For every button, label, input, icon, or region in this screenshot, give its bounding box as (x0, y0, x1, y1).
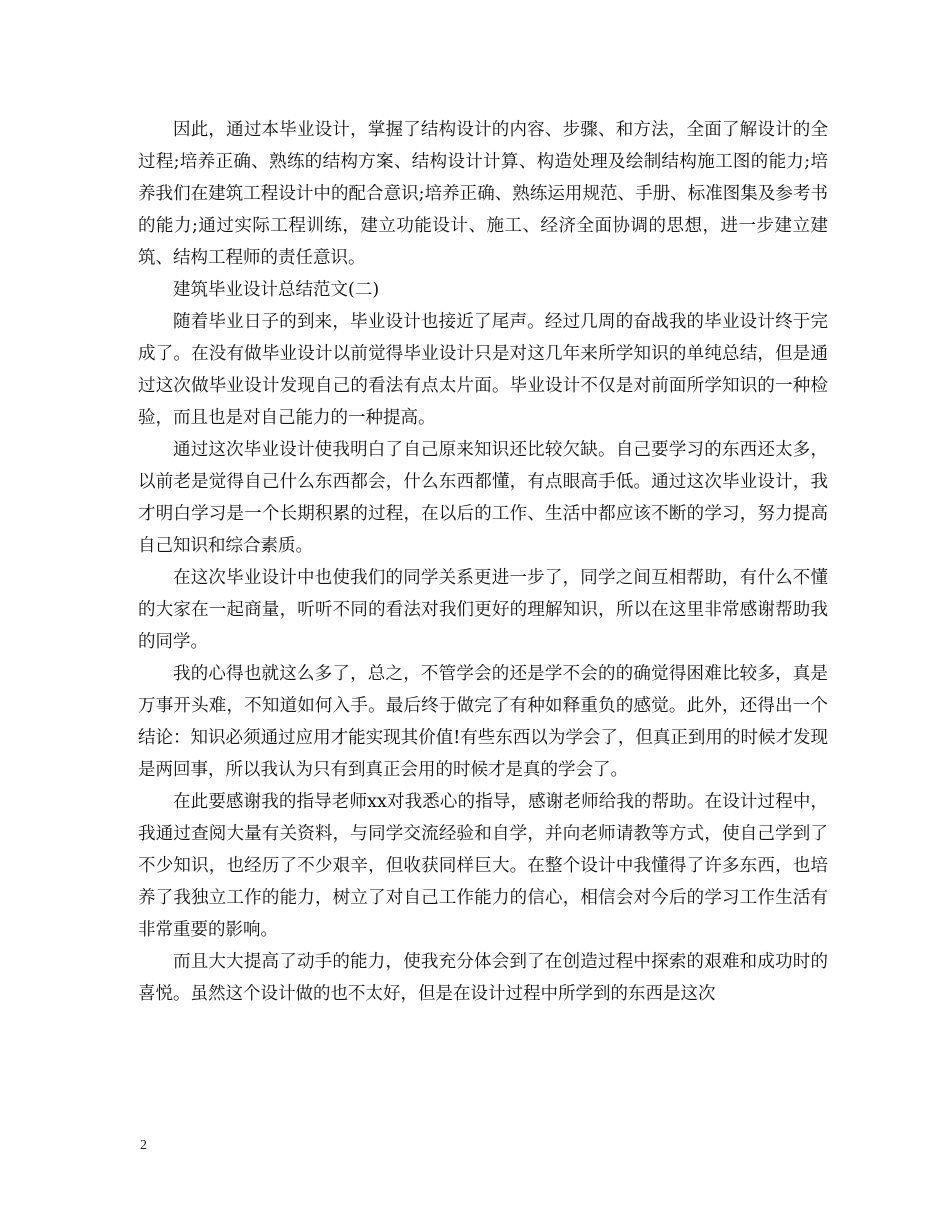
paragraph-ability: 而且大大提高了动手的能力，使我充分体会到了在创造过程中探索的艰难和成功时的喜悦。虽然这个设计做的也不太好，但是在设计过程中所学到的东西是这次 (138, 952, 828, 1004)
paragraph-thanks: 在此要感谢我的指导老师xx对我悉心的指导，感谢老师给我的帮助。在设计过程中，我通过查阅大量有关资料，与同学交流经验和自学，并向老师请教等方式，使自己学到了不少知识，也经历了不少艰辛，但收获同样巨大。在整个设计中我懂得了许多东西，也培养了我独立工作的能力，树立了对自己工作能力的信心，相信会对今后的学习工作生活有非常重要的影响。 (138, 792, 828, 940)
page-number: 2 (140, 1138, 147, 1153)
paragraph-reflection: 我的心得也就这么多了，总之，不管学会的还是学不会的的确觉得困难比较多，真是万事开头难，不知道如何入手。最后终于做完了有种如释重负的感觉。此外，还得出一个结论：知识必须通过应用才能实现其价值!有些东西以为学会了，但真正到用的时候才发现是两回事，所以我认为只有到真正会用的时候才是真的学会了。 (138, 664, 828, 780)
paragraph-conclusion: 因此，通过本毕业设计，掌握了结构设计的内容、步骤、和方法，全面了解设计的全过程;培养正确、熟练的结构方案、结构设计计算、构造处理及绘制结构施工图的能力;培养我们在建筑工程设计中的配合意识;培养正确、熟练运用规范、手册、标准图集及参考书的能力;通过实际工程训练，建立功能设计、施工、经济全面协调的思想，进一步建立建筑、结构工程师的责任意识。 (138, 120, 828, 268)
paragraph-knowledge: 通过这次毕业设计使我明白了自己原来知识还比较欠缺。自己要学习的东西还太多，以前老是觉得自己什么东西都会，什么东西都懂，有点眼高手低。通过这次毕业设计，我才明白学习是一个长期积累的过程，在以后的工作、生活中都应该不断的学习，努力提高自己知识和综合素质。 (138, 440, 828, 556)
document-body (138, 114, 828, 1010)
paragraph-intro: 随着毕业日子的到来，毕业设计也接近了尾声。经过几周的奋战我的毕业设计终于完成了。在没有做毕业设计以前觉得毕业设计只是对这几年来所学知识的单纯总结，但是通过这次做毕业设计发现自己的看法有点太片面。毕业设计不仅是对前面所学知识的一种检验，而且也是对自己能力的一种提高。 (138, 312, 828, 428)
paragraph-classmates: 在这次毕业设计中也使我们的同学关系更进一步了，同学之间互相帮助，有什么不懂的大家在一起商量，听听不同的看法对我们更好的理解知识，所以在这里非常感谢帮助我的同学。 (138, 568, 828, 652)
section-heading: 建筑毕业设计总结范文(二) (173, 280, 380, 300)
